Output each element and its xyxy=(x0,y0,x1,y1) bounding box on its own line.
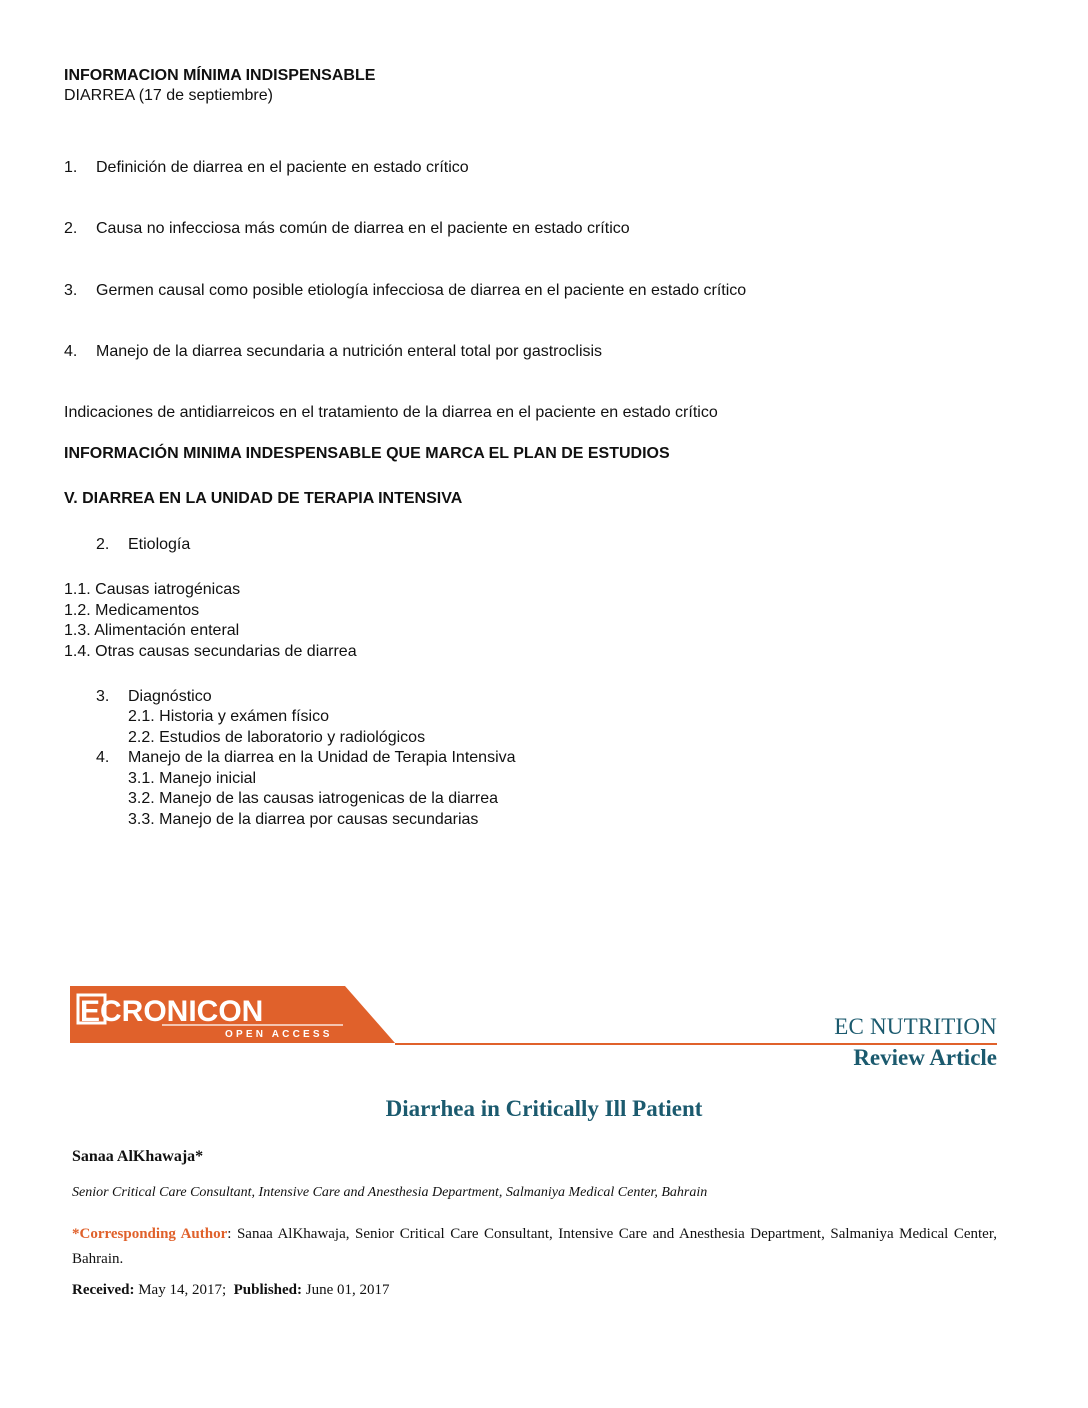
received-date: May 14, 2017; xyxy=(134,1282,227,1298)
published-date: June 01, 2017 xyxy=(302,1282,390,1298)
question-item xyxy=(64,158,469,178)
outline-subitem: 1.4. Otras causas secundarias de diarrea xyxy=(64,643,357,660)
question-item xyxy=(64,342,602,362)
plan-heading: INFORMACIÓN MINIMA INDESPENSABLE QUE MARCA EL PLAN DE ESTUDIOS xyxy=(64,445,670,462)
article-dates xyxy=(72,1282,390,1299)
outline-subitem: 2.1. Historia y exámen físico xyxy=(128,708,329,725)
article-title: Diarrhea in Critically Ill Patient xyxy=(385,1096,703,1121)
outline-number: 2. xyxy=(96,536,110,553)
outline-label: Etiología xyxy=(128,536,191,553)
question-text: Causa no infecciosa más común de diarrea en el paciente en estado crítico xyxy=(96,220,630,237)
question-item xyxy=(64,219,630,239)
indications-text: Indicaciones de antidiarreicos en el tratamiento de la diarrea en el paciente en estado crítico xyxy=(64,404,718,421)
outline-subitem: 2.2. Estudios de laboratorio y radiológicos xyxy=(128,729,426,746)
outline-etiologia xyxy=(96,535,190,555)
question-text: Definición de diarrea en el paciente en estado crítico xyxy=(96,159,469,176)
author-name: Sanaa AlKhawaja* xyxy=(72,1148,204,1165)
outline-number: 4. xyxy=(96,749,110,766)
section-heading: V. DIARREA EN LA UNIDAD DE TERAPIA INTENSIVA xyxy=(64,490,463,507)
doc-title: INFORMACION MÍNIMA INDISPENSABLE xyxy=(64,67,376,84)
question-number: 2. xyxy=(64,220,78,237)
outline-label: Diagnóstico xyxy=(128,688,212,705)
logo-sub-text: OPEN ACCESS xyxy=(225,1029,333,1040)
question-number: 3. xyxy=(64,282,78,299)
published-label: Published: xyxy=(233,1282,302,1298)
corresponding-label: *Corresponding Author xyxy=(72,1226,228,1242)
corresponding-text: : Sanaa AlKhawaja, Senior Critical Care Consultant, Intensive Care and Anesthesia Department, Salmaniya Medical Center, Bahrain. xyxy=(72,1226,997,1267)
outline-subitem: 3.3. Manejo de la diarrea por causas secundarias xyxy=(128,811,479,828)
question-text: Manejo de la diarrea secundaria a nutrición enteral total por gastroclisis xyxy=(96,343,603,360)
doc-subtitle: DIARREA (17 de septiembre) xyxy=(64,87,273,104)
question-number: 1. xyxy=(64,159,78,176)
question-number: 4. xyxy=(64,343,78,360)
outline-manejo xyxy=(96,748,516,768)
logo-banner xyxy=(70,986,400,1046)
question-item xyxy=(64,281,746,301)
outline-subitem: 1.3. Alimentación enteral xyxy=(64,622,240,639)
outline-subitem: 1.1. Causas iatrogénicas xyxy=(64,581,241,598)
outline-label: Manejo de la diarrea en la Unidad de Terapia Intensiva xyxy=(128,749,516,766)
article-type: Review Article xyxy=(853,1045,997,1070)
journal-name: EC NUTRITION xyxy=(834,1014,997,1039)
logo-main-text: ECRONICON xyxy=(80,995,264,1028)
author-affiliation: Senior Critical Care Consultant, Intensive Care and Anesthesia Department, Salmaniya Medical Center, Bahrain xyxy=(72,1185,708,1200)
received-label: Received: xyxy=(72,1282,135,1298)
question-text: Germen causal como posible etiología infecciosa de diarrea en el paciente en estado crítico xyxy=(96,282,747,299)
outline-subitem: 1.2. Medicamentos xyxy=(64,602,200,619)
outline-number: 3. xyxy=(96,688,110,705)
ecronicon-logo xyxy=(70,986,400,1046)
outline-diagnostico xyxy=(96,687,212,707)
corresponding-author xyxy=(72,1222,997,1272)
outline-subitem: 3.1. Manejo inicial xyxy=(128,770,257,787)
outline-subitem: 3.2. Manejo de las causas iatrogenicas de la diarrea xyxy=(128,790,498,807)
